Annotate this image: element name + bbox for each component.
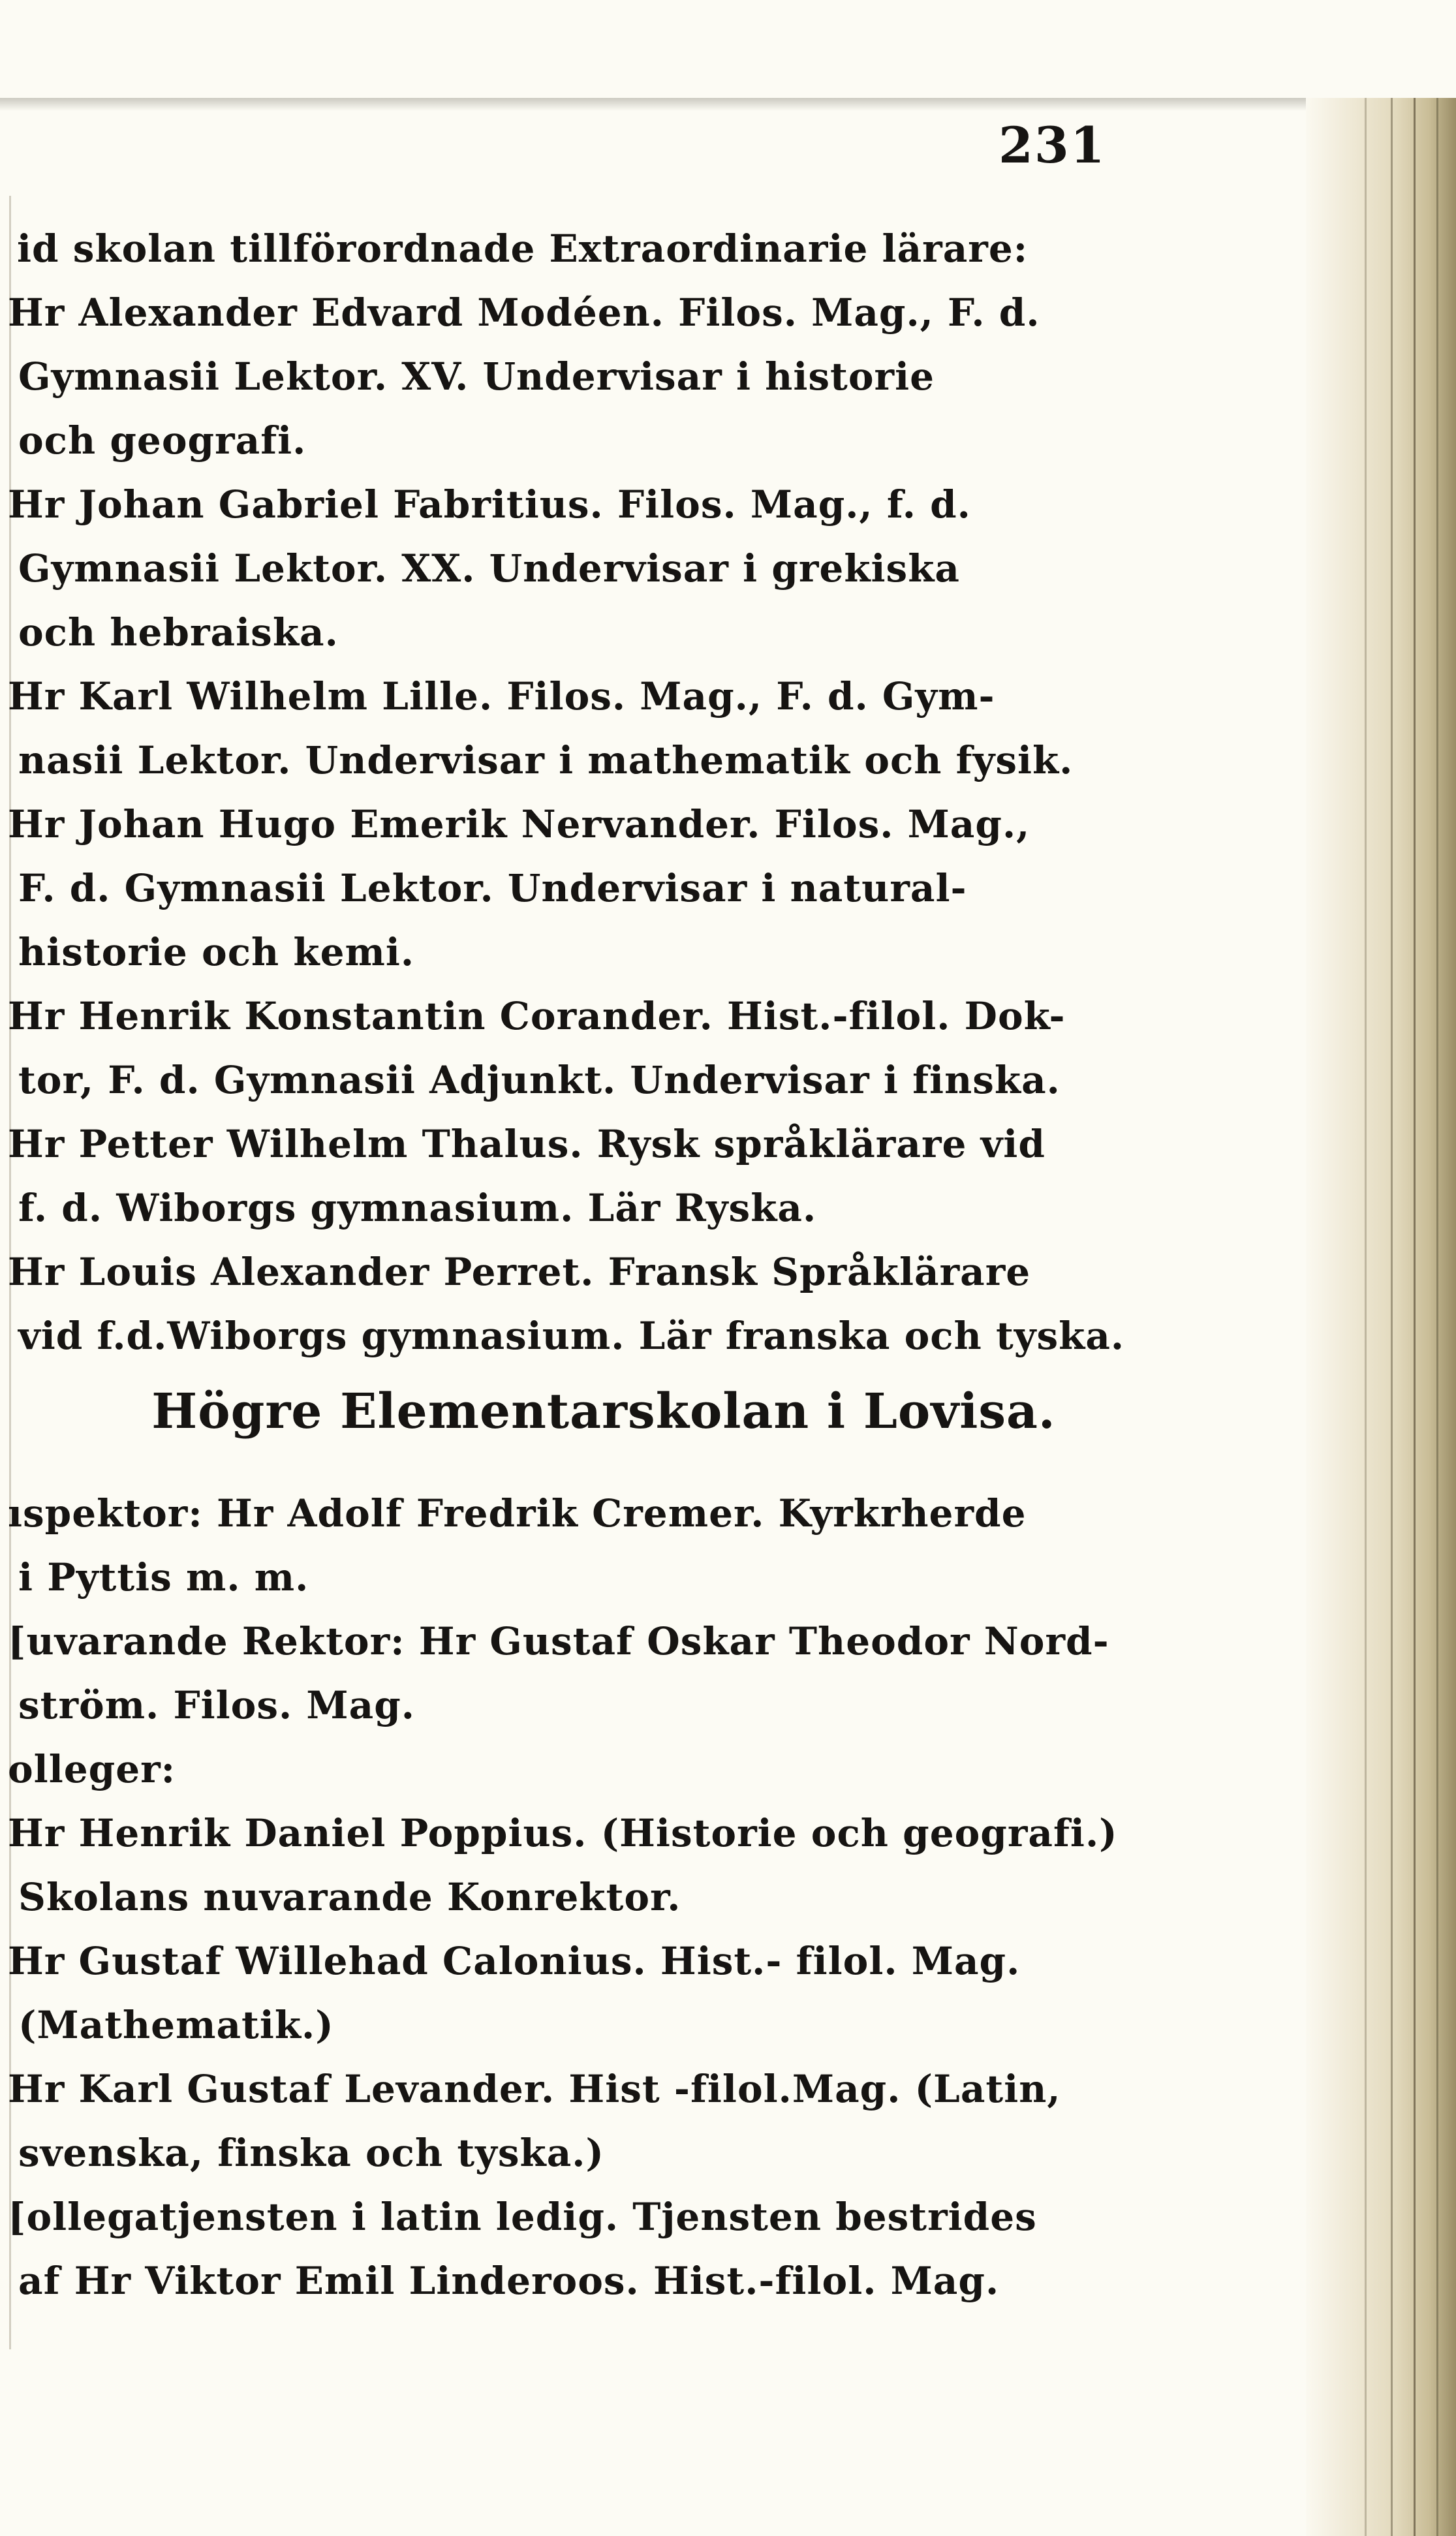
text-line: Hr Johan Gabriel Fabritius. Filos. Mag., f. d. [8, 482, 971, 527]
text-line: olleger: [8, 1747, 176, 1791]
text-line: Hr Henrik Daniel Poppius. (Historie och geografi.) [8, 1811, 1118, 1855]
gutter-line [1391, 98, 1393, 2536]
gutter-line [1436, 98, 1438, 2536]
text-line: Hr Alexander Edvard Modéen. Filos. Mag., F. d. [8, 290, 1040, 335]
text-line: historie och kemi. [18, 930, 415, 974]
text-line: vid f.d.Wiborgs gymnasium. Lär franska och tyska. [18, 1314, 1125, 1358]
text-line: Skolans nuvarande Konrektor. [18, 1875, 681, 1919]
text-line: Hr Gustaf Willehad Calonius. Hist.- filol. Mag. [8, 1939, 1021, 1983]
text-line: id skolan tillförordnade Extraordinarie lärare: [17, 226, 1029, 271]
text-line: svenska, finska och tyska.) [18, 2131, 604, 2175]
text-line: Hr Petter Wilhelm Thalus. Rysk språklärare vid [8, 1122, 1046, 1166]
text-line: f. d. Wiborgs gymnasium. Lär Ryska. [18, 1186, 817, 1230]
text-line: Hr Karl Wilhelm Lille. Filos. Mag., F. d. Gym- [8, 674, 995, 719]
text-line: nasii Lektor. Undervisar i mathematik och fysik. [18, 738, 1074, 782]
section-heading: Högre Elementarskolan i Lovisa. [151, 1384, 1056, 1440]
text-line: (Mathematik.) [18, 2003, 334, 2047]
text-line: af Hr Viktor Emil Linderoos. Hist.-filol. Mag. [18, 2259, 1000, 2303]
text-line: i Pyttis m. m. [18, 1555, 309, 1600]
text-line: [ollegatjensten i latin ledig. Tjensten bestrides [8, 2195, 1037, 2239]
text-line: Gymnasii Lektor. XX. Undervisar i grekiska [18, 546, 960, 591]
text-line: Hr Johan Hugo Emerik Nervander. Filos. Mag., [8, 802, 1030, 846]
text-line: Hr Henrik Konstantin Corander. Hist.-filol. Dok- [8, 994, 1066, 1038]
page-top-shadow [0, 98, 1456, 111]
text-line: F. d. Gymnasii Lektor. Undervisar i natural- [18, 866, 967, 910]
text-line: tor, F. d. Gymnasii Adjunkt. Undervisar i finska. [18, 1058, 1061, 1102]
page-number: 231 [999, 116, 1106, 174]
text-line: Gymnasii Lektor. XV. Undervisar i historie [18, 354, 935, 399]
text-line: och geografi. [18, 418, 307, 463]
gutter-line [1365, 98, 1367, 2536]
text-line: och hebraiska. [18, 610, 339, 655]
text-line: ström. Filos. Mag. [18, 1683, 415, 1727]
text-line: [uvarande Rektor: Hr Gustaf Oskar Theodor Nord- [8, 1619, 1109, 1663]
text-line: Hr Karl Gustaf Levander. Hist -filol.Mag. (Latin, [8, 2067, 1061, 2111]
text-line: ıspektor: Hr Adolf Fredrik Cremer. Kyrkrherde [8, 1491, 1027, 1536]
text-line: Hr Louis Alexander Perret. Fransk Språklärare [8, 1250, 1031, 1294]
gutter-line [1414, 98, 1416, 2536]
binding-gutter [1306, 98, 1456, 2536]
